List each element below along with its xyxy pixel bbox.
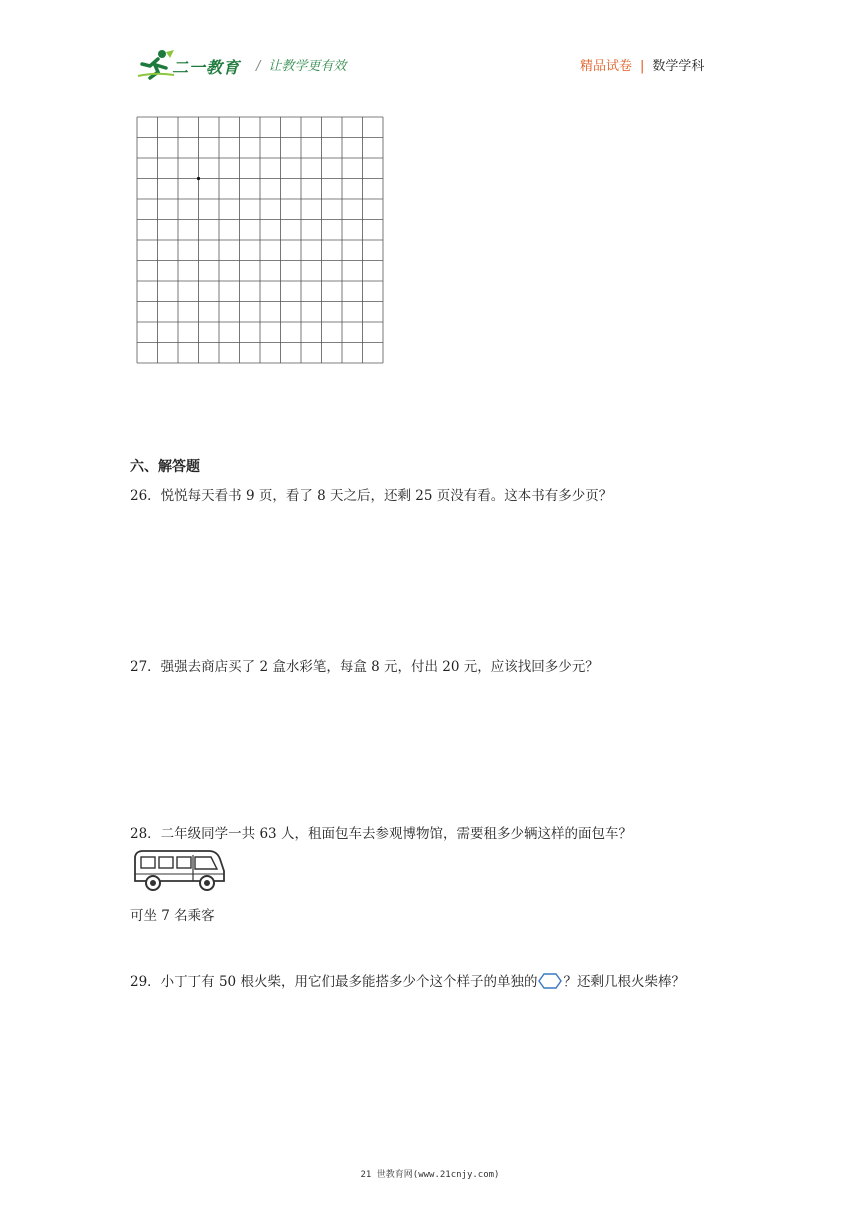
question-29 bbox=[130, 970, 685, 993]
slogan-text: 让教学更有效 bbox=[268, 59, 347, 74]
van-icon bbox=[131, 847, 227, 897]
header-divider: | bbox=[640, 59, 645, 74]
subject-label: 数学学科 bbox=[652, 59, 705, 74]
hexagon-icon bbox=[538, 973, 562, 993]
footer: 21 世教育网(www.21cnjy.com) bbox=[360, 1170, 500, 1180]
question-26: 26．悦悦每天看书 9 页，看了 8 天之后，还剩 25 页没有看。这本书有多少页？ bbox=[130, 488, 613, 504]
logo-text: 二一教育 bbox=[172, 58, 241, 77]
section-title: 六、解答题 bbox=[130, 459, 200, 475]
brand-label: 精品试卷 bbox=[580, 59, 633, 74]
question-28: 28．二年级同学一共 63 人，租面包车去参观博物馆，需要租多少辆这样的面包车？ bbox=[130, 826, 632, 842]
slogan: / 让教学更有效 bbox=[256, 59, 347, 74]
square-grid bbox=[136, 116, 384, 368]
question-27: 27．强强去商店买了 2 盒水彩笔，每盒 8 元，付出 20 元，应该找回多少元？ bbox=[130, 659, 599, 675]
header-right bbox=[580, 55, 704, 74]
question-29-text-after: ？还剩几根火柴棒？ bbox=[563, 974, 685, 990]
grid-dot bbox=[197, 177, 200, 180]
van-caption: 可坐 7 名乘客 bbox=[130, 908, 215, 924]
question-29-text-before: 29．小丁丁有 50 根火柴，用它们最多能搭多少个这个样子的单独的 bbox=[130, 974, 538, 990]
